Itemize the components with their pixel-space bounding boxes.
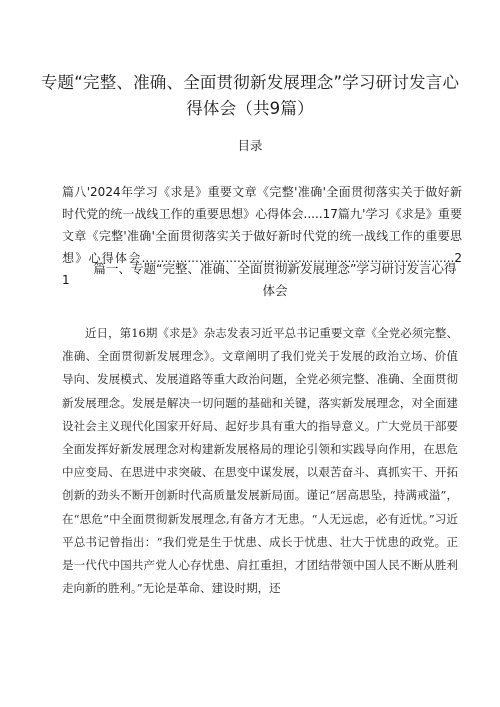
body-paragraph: 近日，第16期《求是》杂志发表习近平总书记重要文章《全党必须完整、准确、全面贯彻新发展理念》。文章阐明了我们党关于发展的政治立场、价值导向、发展模式、发展道路等重大政治问题，全党必须完整、准确、全面贯彻新发展理念。发展是解决一切问题的基础和关键，落实新发展理念，对全面建设社会主义现代化国家开好局、起好步具有重大的指导意义。广大党员干部要全面发挥好新发展理念对构建新发展格局的理论引领和实践导向作用，在思危中应变局、在思进中求突破、在思变中谋发展，以艰苦奋斗、真抓实干、开拓创新的劲头不断开创新时代高质量发展新局面。谨记“居高思坠，持满戒溢”，在“思危”中全面贯彻新发展理念,有备方才无患。“人无远虑，必有近忧。”习近平总书记曾指出：“我们党是生于忧患、成长于忧患、壮大于忧患的政党。正是一代代中国共产党人心存忧患、肩扛重担，才团结带领中国人民不断从胜利走向新的胜利。”无论是革命、建设时期，还 — [62, 326, 458, 596]
section-heading: 篇一、专题“完整、准确、全面贯彻新发展理念”学习研讨发言心得体会 — [93, 261, 457, 298]
toc-heading: 目录 — [237, 138, 263, 153]
toc-entry: 篇八'2024年学习《求是》重要文章《完整'准确'全面贯彻落实关于做好新时代党的统一战线工作的重要思想》心得体会.....17篇九'学习《求是》重要文章《完整'准确'全面贯彻落实关于做好新时代党的统一战线工作的重要思想》心得体会..................................................................................21 — [62, 185, 462, 287]
document-title: 专题“完整、准确、全面贯彻新发展理念”学习研讨发言心得体会（共9篇） — [40, 73, 460, 118]
